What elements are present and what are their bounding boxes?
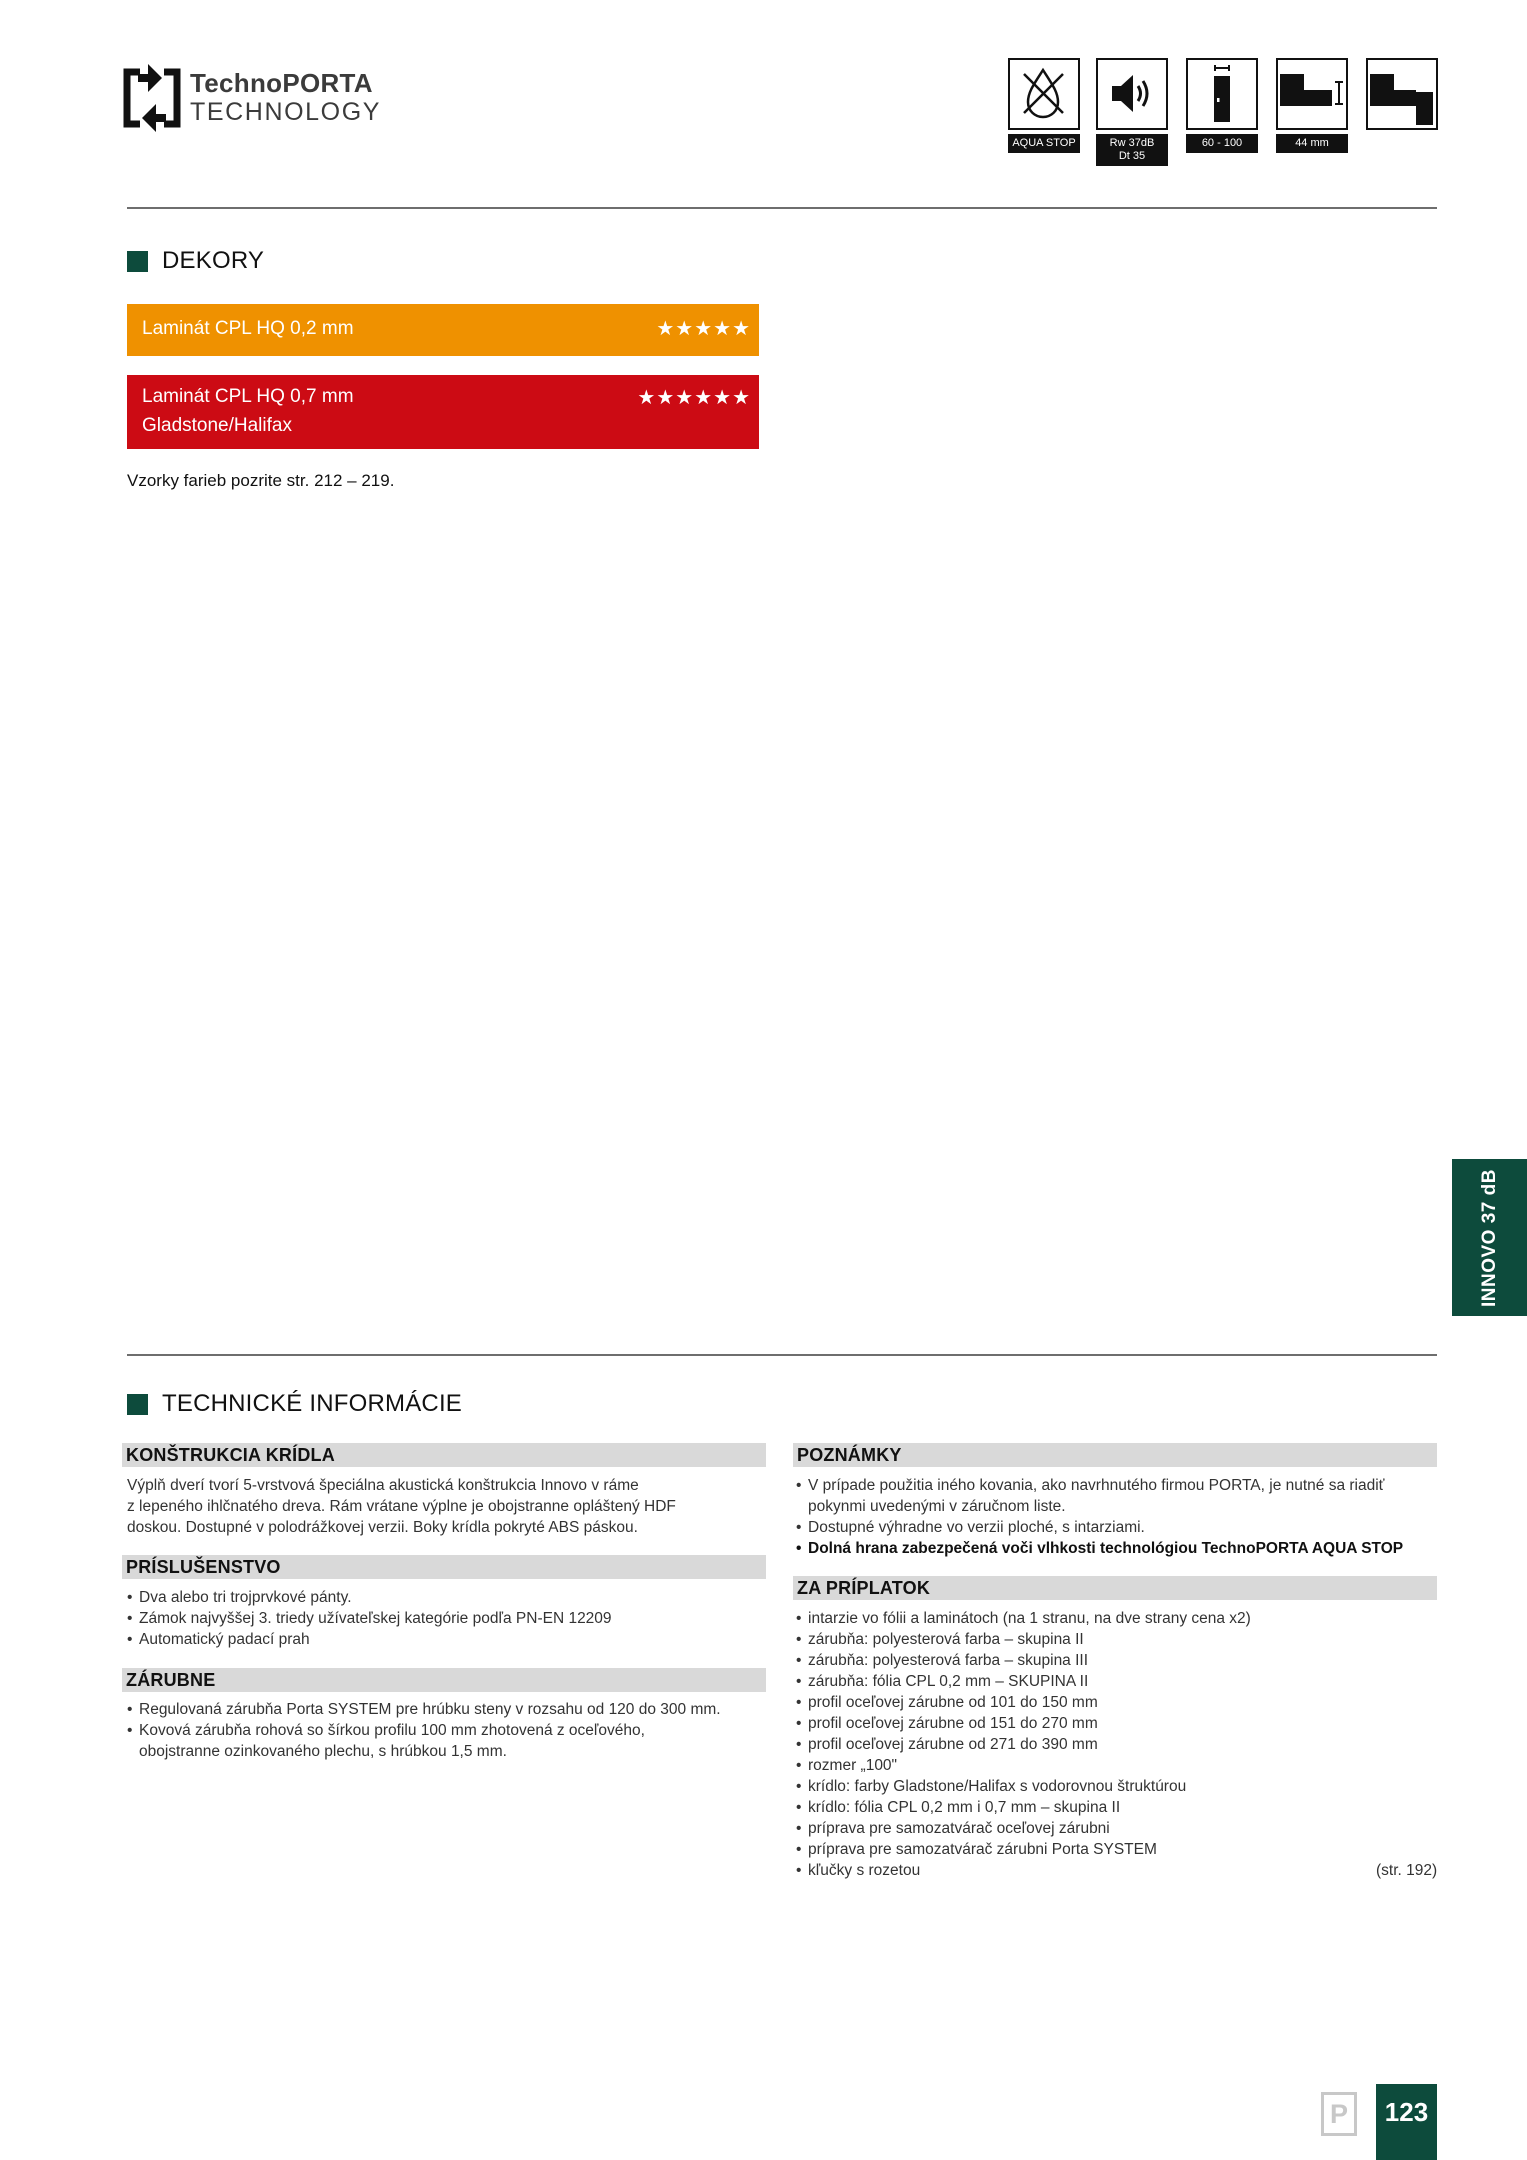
brand-name: TechnoPORTA — [190, 68, 373, 98]
list-item: • intarzie vo fólii a laminátoch (na 1 stranu, na dve strany cena x2) — [796, 1608, 1356, 1629]
acoustic-label: Rw 37dB Dt 35 — [1096, 134, 1168, 166]
aqua-stop-cell — [1008, 58, 1080, 153]
speaker-sound-icon — [1096, 58, 1168, 130]
list-item: • príprava pre samozatvárač zárubni Porta SYSTEM — [796, 1839, 1356, 1860]
list-item: • kľučky s rozetou — [796, 1860, 1356, 1881]
technoporta-logo-icon — [122, 64, 182, 132]
list-item: • profil oceľovej zárubne od 271 do 390 mm — [796, 1734, 1356, 1755]
list-item: • profil oceľovej zárubne od 151 do 270 mm — [796, 1713, 1356, 1734]
brand-subtitle: TECHNOLOGY — [190, 98, 382, 126]
list-item: • zárubňa: polyesterová farba – skupina III — [796, 1650, 1356, 1671]
rating-stars: ★★★★★★ — [637, 387, 751, 409]
list-item: • V prípade použitia iného kovania, ako navrhnutého firmou PORTA, je nutné sa riadiť pokynmi uvedenými v záručnom liste. — [796, 1475, 1438, 1517]
page-reference: (str. 192) — [1376, 1862, 1438, 1879]
door-edge-cell — [1366, 58, 1438, 130]
notes-list — [796, 1475, 1438, 1559]
header-divider — [127, 207, 1437, 209]
technoporta-logo — [122, 62, 402, 134]
section-marker — [127, 251, 148, 272]
list-item: • krídlo: farby Gladstone/Halifax s vodorovnou štruktúrou — [796, 1776, 1356, 1797]
samples-note: Vzorky farieb pozrite str. 212 – 219. — [127, 471, 395, 490]
door-thickness-icon — [1276, 58, 1348, 130]
page-number: 123 — [1376, 2084, 1437, 2160]
side-tab — [1452, 1159, 1527, 1316]
door-width-label: 60 - 100 — [1186, 134, 1258, 153]
decor-cpl-02 — [127, 304, 759, 356]
decor-cpl-07 — [127, 375, 759, 449]
list-item: • Kovová zárubňa rohová so šírkou profilu 100 mm zhotovená z oceľového, obojstranne ozinkovaného plechu, s hrúbkou 1,5 mm. — [127, 1720, 767, 1762]
decor-name: Laminát CPL HQ 0,2 mm — [142, 318, 354, 339]
porta-p-icon: P — [1321, 2092, 1357, 2136]
list-item: • profil oceľovej zárubne od 101 do 150 mm — [796, 1692, 1356, 1713]
side-tab-label: INNOVO 37 dB — [1478, 1168, 1500, 1307]
list-item: • príprava pre samozatvárač oceľovej zárubni — [796, 1818, 1356, 1839]
door-thickness-cell — [1276, 58, 1348, 153]
tech-divider — [127, 1354, 1437, 1356]
list-item: • krídlo: fólia CPL 0,2 mm i 0,7 mm – skupina II — [796, 1797, 1356, 1818]
list-item: • Automatický padací prah — [127, 1629, 767, 1650]
acoustic-cell — [1096, 58, 1168, 166]
property-icons — [1006, 58, 1442, 168]
list-item: • Dva alebo tri trojprvkové pánty. — [127, 1587, 767, 1608]
frames-title: ZÁRUBNE — [122, 1668, 766, 1692]
tech-heading-text: TECHNICKÉ INFORMÁCIE — [162, 1390, 463, 1417]
aqua-stop-label: AQUA STOP — [1008, 134, 1080, 153]
list-item: • zárubňa: fólia CPL 0,2 mm – SKUPINA II — [796, 1671, 1356, 1692]
extras-list — [796, 1608, 1356, 1881]
decor-variant: Gladstone/Halifax — [142, 415, 292, 436]
construction-title: KONŠTRUKCIA KRÍDLA — [122, 1443, 766, 1467]
door-width-icon — [1186, 58, 1258, 130]
list-item: • Regulovaná zárubňa Porta SYSTEM pre hrúbku steny v rozsahu od 120 do 300 mm. — [127, 1699, 767, 1720]
aqua-stop-drop-icon — [1008, 58, 1080, 130]
notes-title: POZNÁMKY — [793, 1443, 1437, 1467]
accessories-title: PRÍSLUŠENSTVO — [122, 1555, 766, 1579]
decors-heading-text: DEKORY — [162, 247, 265, 274]
tech-heading — [127, 1390, 462, 1418]
rating-stars: ★★★★★ — [656, 318, 751, 340]
accessories-list — [127, 1587, 767, 1650]
construction-text: Výplň dverí tvorí 5-vrstvová špeciálna akustická konštrukcia Innovo v ráme z lepeného ihlčnatého dreva. Rám vrátane výplne je obojstranne opláštený HDF doskou. Dostupné v polodrážkovej verzii. Boky krídla pokryté ABS páskou. — [127, 1477, 676, 1536]
extras-title: ZA PRÍPLATOK — [793, 1576, 1437, 1600]
frames-list — [127, 1699, 767, 1762]
decor-name: Laminát CPL HQ 0,7 mm — [142, 386, 354, 407]
list-item: • zárubňa: polyesterová farba – skupina II — [796, 1629, 1356, 1650]
list-item: • Dostupné výhradne vo verzii ploché, s intarziami. — [796, 1517, 1438, 1538]
door-edge-profile-icon — [1366, 58, 1438, 130]
list-item: • rozmer „100" — [796, 1755, 1356, 1776]
list-item: • Dolná hrana zabezpečená voči vlhkosti technológiou TechnoPORTA AQUA STOP — [796, 1538, 1438, 1559]
door-thickness-label: 44 mm — [1276, 134, 1348, 153]
section-marker — [127, 1394, 148, 1415]
decors-heading — [127, 247, 264, 275]
list-item: • Zámok najvyššej 3. triedy užívateľskej kategórie podľa PN-EN 12209 — [127, 1608, 767, 1629]
door-width-cell — [1186, 58, 1258, 153]
